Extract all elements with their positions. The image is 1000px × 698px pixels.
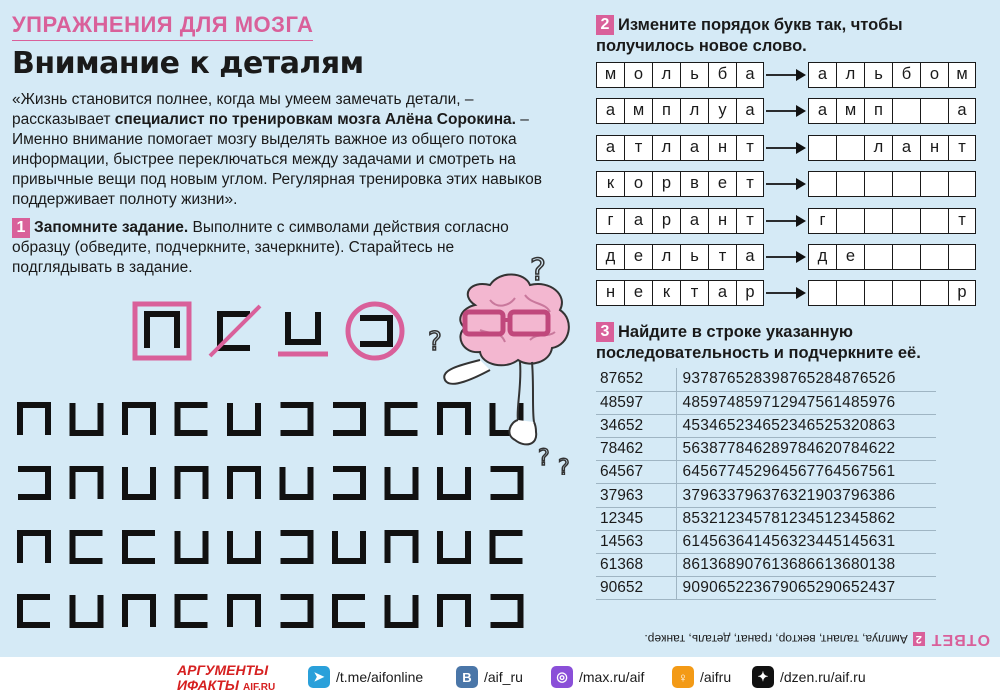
sample-symbols: [130, 300, 420, 362]
sequence-row: [596, 530, 936, 553]
bracket-symbol[interactable]: [125, 405, 153, 435]
bracket-symbol[interactable]: [440, 531, 468, 561]
answer-letter-cell[interactable]: е: [836, 244, 864, 270]
bracket-symbol[interactable]: [73, 469, 101, 499]
source-letter-cell: в: [680, 171, 708, 197]
arrow-right-icon: [764, 244, 808, 270]
social-link[interactable]: [672, 665, 731, 689]
task-1-text: Выполните с символами действия согласно образцу (обведите, подчеркните, зачеркните). Старайтесь не подглядывать в задание.: [12, 219, 509, 276]
answer-letter-cell[interactable]: п: [864, 98, 892, 124]
bracket-symbol[interactable]: [230, 469, 258, 499]
bracket-symbol[interactable]: [178, 469, 206, 499]
source-word: [596, 244, 764, 270]
answer-letter-cell[interactable]: [892, 244, 920, 270]
answer-letter-cell[interactable]: [808, 280, 836, 306]
answer-label: ОТВЕТ: [930, 631, 990, 648]
source-letter-cell: р: [652, 208, 680, 234]
logo-bottom-text: ИФАКТЫ: [177, 677, 239, 693]
svg-text:?: ?: [558, 456, 570, 475]
source-word: [596, 135, 764, 161]
source-letter-cell: о: [624, 171, 652, 197]
bracket-symbol[interactable]: [335, 597, 365, 625]
source-letter-cell: а: [596, 135, 624, 161]
bracket-symbol[interactable]: [125, 467, 153, 497]
anagram-row: [596, 171, 988, 197]
arrow-right-icon: [764, 98, 808, 124]
source-letter-cell: а: [736, 244, 764, 270]
sequence-row: [596, 507, 936, 530]
anagram-row: [596, 208, 988, 234]
sequence-key: 34652: [596, 414, 676, 437]
answer-letter-cell[interactable]: а: [808, 98, 836, 124]
answer-letter-cell[interactable]: [864, 171, 892, 197]
social-link-text: /t.me/aifonline: [336, 669, 424, 685]
source-letter-cell: о: [624, 62, 652, 88]
bracket-symbol[interactable]: [335, 531, 363, 561]
source-letter-cell: т: [624, 135, 652, 161]
answer-letter-cell[interactable]: а: [808, 62, 836, 88]
sequence-key: 37963: [596, 484, 676, 507]
arrow-right-icon: [764, 135, 808, 161]
section-header: УПРАЖНЕНИЯ ДЛЯ МОЗГА: [12, 12, 314, 37]
bracket-symbol[interactable]: [491, 597, 521, 625]
logo-domain-text: AIF.RU: [243, 682, 276, 693]
sequence-row: [596, 461, 936, 484]
bracket-symbol[interactable]: [230, 597, 258, 627]
sequence-row: [596, 391, 936, 414]
answer-text: Амплуа, талант, вектор, гранат, деталь, танкер.: [644, 632, 908, 646]
sequence-line[interactable]: 645677452964567764567561: [676, 461, 936, 484]
answer-letter-cell[interactable]: [864, 208, 892, 234]
answer-letter-cell[interactable]: о: [920, 62, 948, 88]
social-link[interactable]: [456, 665, 523, 689]
source-letter-cell: н: [596, 280, 624, 306]
source-letter-cell: п: [652, 98, 680, 124]
anagram-row: [596, 280, 988, 306]
source-letter-cell: к: [652, 280, 680, 306]
page-title: Внимание к деталям: [12, 46, 364, 81]
sequence-line[interactable]: 563877846289784620784622: [676, 438, 936, 461]
sequence-line[interactable]: 909065223679065290652437: [676, 577, 936, 600]
source-letter-cell: м: [624, 98, 652, 124]
anagram-row: [596, 62, 988, 88]
answer-letter-cell[interactable]: [808, 171, 836, 197]
social-link-text: /aifru: [700, 669, 732, 685]
bracket-symbol[interactable]: [178, 597, 208, 625]
task-3: [596, 322, 996, 364]
source-letter-cell: д: [596, 244, 624, 270]
bracket-symbol[interactable]: [333, 405, 363, 433]
svg-text:?: ?: [428, 327, 442, 357]
brain-character-illustration: [420, 250, 585, 475]
answer-letter-cell[interactable]: [808, 135, 836, 161]
sequence-row: [596, 577, 936, 600]
logo-top-text: АРГУМЕНТЫ: [177, 662, 269, 678]
sequence-key: 87652: [596, 368, 676, 391]
answer-word[interactable]: [808, 171, 976, 197]
bracket-symbol[interactable]: [388, 595, 416, 625]
bracket-symbol[interactable]: [73, 403, 101, 433]
anagram-row: [596, 135, 988, 161]
source-letter-cell: у: [708, 98, 736, 124]
answer-letter-cell[interactable]: [836, 280, 864, 306]
answer-letter-cell[interactable]: а: [948, 98, 976, 124]
source-letter-cell: а: [680, 208, 708, 234]
anagram-row: [596, 98, 988, 124]
sequence-row: [596, 438, 936, 461]
bracket-symbol[interactable]: [283, 467, 311, 497]
footer: [0, 657, 1000, 698]
answer-word[interactable]: [808, 135, 976, 161]
bracket-symbol[interactable]: [388, 467, 416, 497]
sample-underlined-symbol: [278, 312, 328, 354]
answer-number: 2: [913, 632, 925, 646]
bracket-symbol[interactable]: [178, 405, 208, 433]
arrow-right-icon: [764, 62, 808, 88]
answer-letter-cell[interactable]: б: [892, 62, 920, 88]
sequence-key: 78462: [596, 438, 676, 461]
bracket-symbol[interactable]: [281, 405, 311, 433]
answer-letter-cell[interactable]: л: [864, 135, 892, 161]
answer-letter-cell[interactable]: [864, 280, 892, 306]
source-letter-cell: а: [596, 98, 624, 124]
bracket-symbol[interactable]: [493, 533, 523, 561]
social-link-text: /aif_ru: [484, 669, 523, 685]
source-word: [596, 171, 764, 197]
source-letter-cell: а: [624, 208, 652, 234]
bracket-symbol[interactable]: [333, 469, 363, 497]
sequence-line[interactable]: 453465234652346525320863: [676, 414, 936, 437]
answer-letter-cell[interactable]: [920, 244, 948, 270]
bracket-symbol[interactable]: [178, 531, 206, 561]
answer-word[interactable]: [808, 244, 976, 270]
bracket-symbol[interactable]: [281, 533, 311, 561]
bracket-symbol[interactable]: [230, 531, 258, 561]
bracket-symbol[interactable]: [73, 533, 103, 561]
source-letter-cell: р: [652, 171, 680, 197]
bracket-symbol[interactable]: [125, 597, 153, 627]
arrow-right-icon: [764, 280, 808, 306]
social-link-text: /max.ru/aif: [579, 669, 645, 685]
answer-letter-cell[interactable]: [892, 208, 920, 234]
source-letter-cell: а: [736, 62, 764, 88]
bracket-symbol[interactable]: [388, 533, 416, 563]
source-word: [596, 98, 764, 124]
answer-letter-cell[interactable]: [892, 98, 920, 124]
intro-paragraph: [12, 90, 572, 210]
answer-letter-cell[interactable]: [864, 244, 892, 270]
answer-letter-cell[interactable]: [948, 171, 976, 197]
source-letter-cell: е: [708, 171, 736, 197]
answer-letter-cell[interactable]: [836, 135, 864, 161]
source-letter-cell: л: [680, 98, 708, 124]
sequence-key: 14563: [596, 530, 676, 553]
intro-bold: специалист по тренировкам мозга Алёна Сорокина.: [114, 111, 516, 128]
source-letter-cell: а: [708, 280, 736, 306]
aif-logo[interactable]: [175, 661, 295, 693]
ok-icon: ♀: [672, 666, 694, 688]
source-letter-cell: т: [736, 171, 764, 197]
bracket-symbol[interactable]: [230, 403, 258, 433]
answer-letter-cell[interactable]: н: [920, 135, 948, 161]
sample-crossed-symbol: [210, 306, 260, 356]
sequence-line[interactable]: 853212345781234512345862: [676, 507, 936, 530]
source-letter-cell: р: [736, 280, 764, 306]
anagram-row: [596, 244, 988, 270]
bracket-symbol[interactable]: [20, 597, 50, 625]
answer-letter-cell[interactable]: а: [892, 135, 920, 161]
bracket-symbol[interactable]: [20, 405, 48, 435]
task-number-badge: 2: [596, 15, 614, 35]
answer-letter-cell[interactable]: [920, 208, 948, 234]
answer-upside-down: [598, 628, 990, 650]
answer-word[interactable]: [808, 98, 976, 124]
source-letter-cell: т: [680, 280, 708, 306]
sequence-row: [596, 554, 936, 577]
sequence-table: [596, 368, 936, 600]
source-letter-cell: м: [596, 62, 624, 88]
source-letter-cell: т: [708, 244, 736, 270]
source-letter-cell: л: [652, 244, 680, 270]
source-letter-cell: т: [736, 135, 764, 161]
bracket-symbol[interactable]: [125, 533, 155, 561]
answer-letter-cell[interactable]: [948, 244, 976, 270]
answer-letter-cell[interactable]: д: [808, 244, 836, 270]
task-number-badge: 3: [596, 322, 614, 342]
source-letter-cell: н: [708, 135, 736, 161]
telegram-icon: ➤: [308, 666, 330, 688]
source-letter-cell: л: [652, 135, 680, 161]
answer-word[interactable]: [808, 62, 976, 88]
anagram-table: [596, 62, 988, 317]
answer-letter-cell[interactable]: т: [948, 208, 976, 234]
answer-letter-cell[interactable]: м: [836, 98, 864, 124]
answer-letter-cell[interactable]: р: [948, 280, 976, 306]
source-letter-cell: а: [736, 98, 764, 124]
task-2: [596, 15, 996, 57]
source-letter-cell: к: [596, 171, 624, 197]
answer-word[interactable]: [808, 280, 976, 306]
sequence-row: [596, 368, 936, 391]
source-letter-cell: а: [680, 135, 708, 161]
source-letter-cell: е: [624, 280, 652, 306]
social-link[interactable]: [752, 665, 866, 689]
sequence-line[interactable]: 379633796376321903796386: [676, 484, 936, 507]
source-letter-cell: л: [652, 62, 680, 88]
answer-word[interactable]: [808, 208, 976, 234]
task-2-text: Измените порядок букв так, чтобы получилось новое слово.: [596, 16, 903, 55]
answer-letter-cell[interactable]: [836, 171, 864, 197]
svg-text:?: ?: [538, 446, 550, 471]
task-number-badge: 1: [12, 218, 30, 238]
source-letter-cell: н: [708, 208, 736, 234]
answer-letter-cell[interactable]: [920, 98, 948, 124]
answer-letter-cell[interactable]: [920, 171, 948, 197]
answer-letter-cell[interactable]: [892, 171, 920, 197]
bracket-symbol[interactable]: [18, 469, 48, 497]
answer-letter-cell[interactable]: [920, 280, 948, 306]
svg-text:?: ?: [530, 253, 546, 288]
sample-boxed-symbol: [135, 304, 189, 358]
intro-text-2: – Именно внимание помогает мозгу выделять важное из общего потока информации, быстрее переключаться между задачами и смотреть на привычные вещи под новым углом. Регулярная тренировка этих навыков поддерживает полноту жизни».: [12, 111, 542, 208]
source-letter-cell: ь: [680, 244, 708, 270]
social-link[interactable]: [551, 665, 644, 689]
source-word: [596, 62, 764, 88]
sequence-key: 48597: [596, 391, 676, 414]
answer-letter-cell[interactable]: л: [836, 62, 864, 88]
bracket-symbol[interactable]: [20, 533, 48, 563]
sequence-key: 12345: [596, 507, 676, 530]
sequence-key: 64567: [596, 461, 676, 484]
source-word: [596, 280, 764, 306]
max-icon: ◎: [551, 666, 573, 688]
answer-letter-cell[interactable]: г: [808, 208, 836, 234]
source-letter-cell: б: [708, 62, 736, 88]
sequence-key: 61368: [596, 554, 676, 577]
answer-letter-cell[interactable]: [892, 280, 920, 306]
answer-letter-cell[interactable]: ь: [864, 62, 892, 88]
source-letter-cell: е: [624, 244, 652, 270]
source-letter-cell: т: [736, 208, 764, 234]
dzen-icon: ✦: [752, 666, 774, 688]
sequence-row: [596, 484, 936, 507]
social-link[interactable]: [308, 665, 423, 689]
sequence-line[interactable]: 93787652839876528487652б: [676, 368, 936, 391]
sequence-key: 90652: [596, 577, 676, 600]
arrow-right-icon: [764, 208, 808, 234]
bracket-symbol[interactable]: [440, 597, 468, 627]
vk-icon: B: [456, 666, 478, 688]
bracket-symbol[interactable]: [388, 405, 418, 433]
sequence-line[interactable]: 485974859712947561485976: [676, 391, 936, 414]
arrow-right-icon: [764, 171, 808, 197]
task-1-bold: Запомните задание.: [34, 219, 189, 236]
bracket-symbol[interactable]: [281, 597, 311, 625]
sequence-line[interactable]: 861368907613686613680138: [676, 554, 936, 577]
answer-letter-cell[interactable]: м: [948, 62, 976, 88]
answer-letter-cell[interactable]: [836, 208, 864, 234]
source-letter-cell: ь: [680, 62, 708, 88]
source-letter-cell: г: [596, 208, 624, 234]
social-link-text: /dzen.ru/aif.ru: [780, 669, 866, 685]
sequence-line[interactable]: 614563641456323445145631: [676, 530, 936, 553]
bracket-symbol[interactable]: [73, 595, 101, 625]
answer-letter-cell[interactable]: т: [948, 135, 976, 161]
task-3-text: Найдите в строке указанную последовательность и подчеркните её.: [596, 323, 921, 362]
sequence-row: [596, 414, 936, 437]
sample-circled-symbol: [348, 304, 402, 358]
intro-text-1: «Жизнь становится полнее, когда мы умеем замечать детали, – рассказывает: [12, 91, 474, 128]
source-word: [596, 208, 764, 234]
